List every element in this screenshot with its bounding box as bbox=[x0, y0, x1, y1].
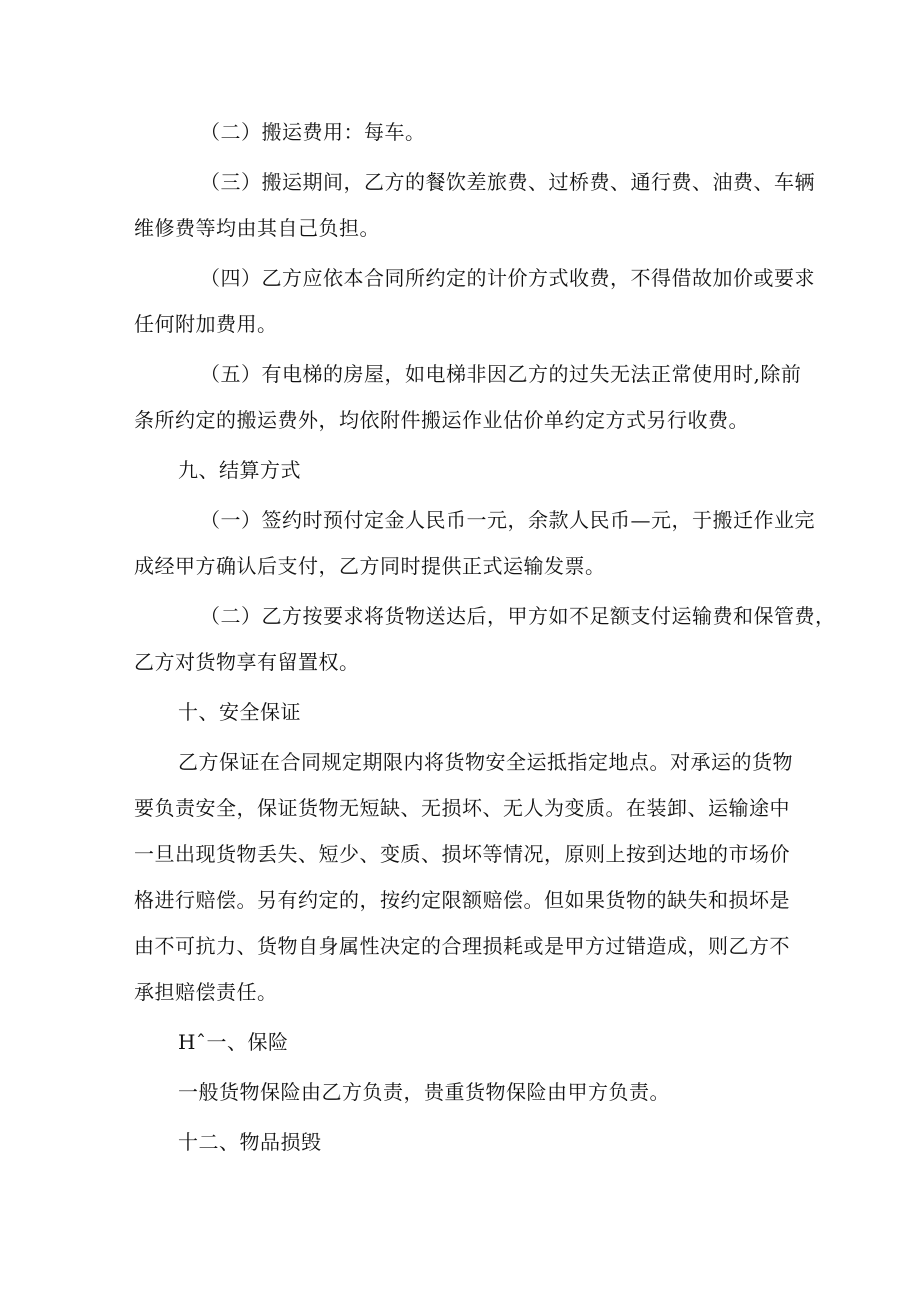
paragraph-fee-per-truck: （二）搬运费用：每车。 bbox=[200, 120, 426, 144]
section-heading-insurance: Hˆ一、保险 bbox=[178, 1030, 289, 1054]
paragraph-safety-line6: 承担赔偿责任。 bbox=[134, 980, 278, 1004]
paragraph-deposit-line2: 成经甲方确认后支付，乙方同时提供正式运输发票。 bbox=[134, 554, 606, 578]
paragraph-pricing-line2: 任何附加费用。 bbox=[134, 312, 278, 336]
section-heading-damage: 十二、物品损毁 bbox=[178, 1130, 322, 1154]
paragraph-safety-line3: 一旦出现货物丢失、短少、变质、损坏等情况，原则上按到达地的市场价 bbox=[134, 842, 790, 866]
paragraph-transport-expenses-line1: （三）搬运期间，乙方的餐饮差旅费、过桥费、通行费、油费、车辆 bbox=[200, 170, 815, 194]
paragraph-safety-line2: 要负责安全，保证货物无短缺、无损坏、无人为变质。在装卸、运输途中 bbox=[134, 796, 790, 820]
section-heading-settlement: 九、结算方式 bbox=[178, 458, 301, 482]
paragraph-lien-line1: （二）乙方按要求将货物送达后，甲方如不足额支付运输费和保管费， bbox=[200, 604, 836, 628]
paragraph-deposit-line1: （一）签约时预付定金人民币一元，余款人民币—元，于搬迁作业完 bbox=[200, 508, 815, 532]
paragraph-transport-expenses-line2: 维修费等均由其自己负担。 bbox=[134, 216, 380, 240]
paragraph-pricing-line1: （四）乙方应依本合同所约定的计价方式收费，不得借故加价或要求 bbox=[200, 266, 815, 290]
paragraph-safety-line1: 乙方保证在合同规定期限内将货物安全运抵指定地点。对承运的货物 bbox=[178, 750, 793, 774]
paragraph-safety-line5: 由不可抗力、货物自身属性决定的合理损耗或是甲方过错造成，则乙方不 bbox=[134, 934, 790, 958]
paragraph-safety-line4: 格进行赔偿。另有约定的，按约定限额赔偿。但如果货物的缺失和损坏是 bbox=[134, 888, 790, 912]
section-heading-safety: 十、安全保证 bbox=[178, 700, 301, 724]
paragraph-elevator-line2: 条所约定的搬运费外，均依附件搬运作业估价单约定方式另行收费。 bbox=[134, 408, 749, 432]
paragraph-elevator-line1: （五）有电梯的房屋，如电梯非因乙方的过失无法正常使用时,除前 bbox=[200, 362, 802, 386]
paragraph-insurance: 一般货物保险由乙方负责，贵重货物保险由甲方负责。 bbox=[178, 1080, 670, 1104]
paragraph-lien-line2: 乙方对货物享有留置权。 bbox=[134, 650, 360, 674]
